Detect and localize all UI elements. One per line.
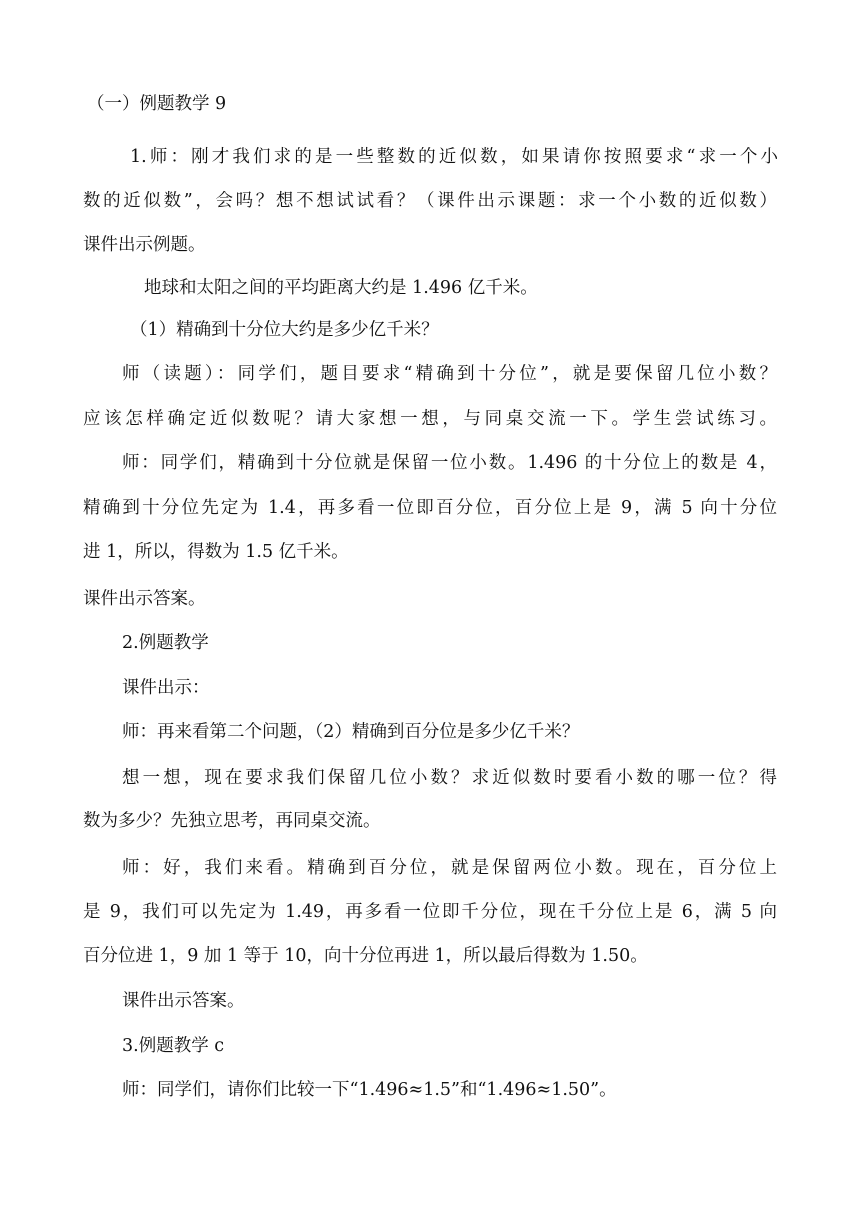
paragraph-line: 应该怎样确定近似数呢？请大家想一想，与同桌交流一下。学生尝试练习。 [83,409,777,429]
paragraph-line: 师（读题）：同学们，题目要求“精确到十分位”，就是要保留几位小数？ [122,364,777,384]
section-heading: 3.例题教学 c [122,1036,225,1056]
paragraph-line: 1.师：刚才我们求的是一些整数的近似数，如果请你按照要求“求一个小 [130,147,778,167]
section-heading: 2.例题教学 [122,633,209,653]
paragraph-line: （1）精确到十分位大约是多少亿千米？ [130,320,439,340]
section-heading: （一）例题教学 9 [87,94,227,114]
paragraph-line: 师：好，我们来看。精确到百分位，就是保留两位小数。现在，百分位上 [122,858,777,878]
paragraph-line: 课件出示答案。 [122,991,245,1011]
paragraph-line: 师：再来看第二个问题，（2）精确到百分位是多少亿千米？ [122,722,580,742]
paragraph-line: 想一想，现在要求我们保留几位小数？求近似数时要看小数的哪一位？得 [122,768,777,788]
paragraph-line: 精确到十分位先定为 1.4，再多看一位即百分位，百分位上是 9，满 5 向十分位 [83,498,777,518]
paragraph-line: 课件出示： [122,678,210,698]
paragraph-line: 师：同学们，请你们比较一下“1.496≈1.5”和“1.496≈1.50”。 [122,1080,617,1100]
paragraph-line: 课件出示例题。 [83,235,206,255]
paragraph-line: 数为多少？先独立思考，再同桌交流。 [83,811,381,831]
paragraph-line: 进 1，所以，得数为 1.5 亿千米。 [83,542,349,562]
paragraph-line: 是 9，我们可以先定为 1.49，再多看一位即千分位，现在千分位上是 6，满 5 向 [83,902,777,922]
paragraph-line: 数的近似数”，会吗？想不想试试看？（课件出示课题：求一个小数的近似数） [83,191,777,211]
paragraph-line: 师：同学们，精确到十分位就是保留一位小数。1.496 的十分位上的数是 4， [122,453,777,473]
paragraph-line: 百分位进 1，9 加 1 等于 10，向十分位再进 1，所以最后得数为 1.50。 [83,946,648,966]
paragraph-line: 课件出示答案。 [83,589,206,609]
paragraph-line: 地球和太阳之间的平均距离大约是 1.496 亿千米。 [144,278,538,298]
